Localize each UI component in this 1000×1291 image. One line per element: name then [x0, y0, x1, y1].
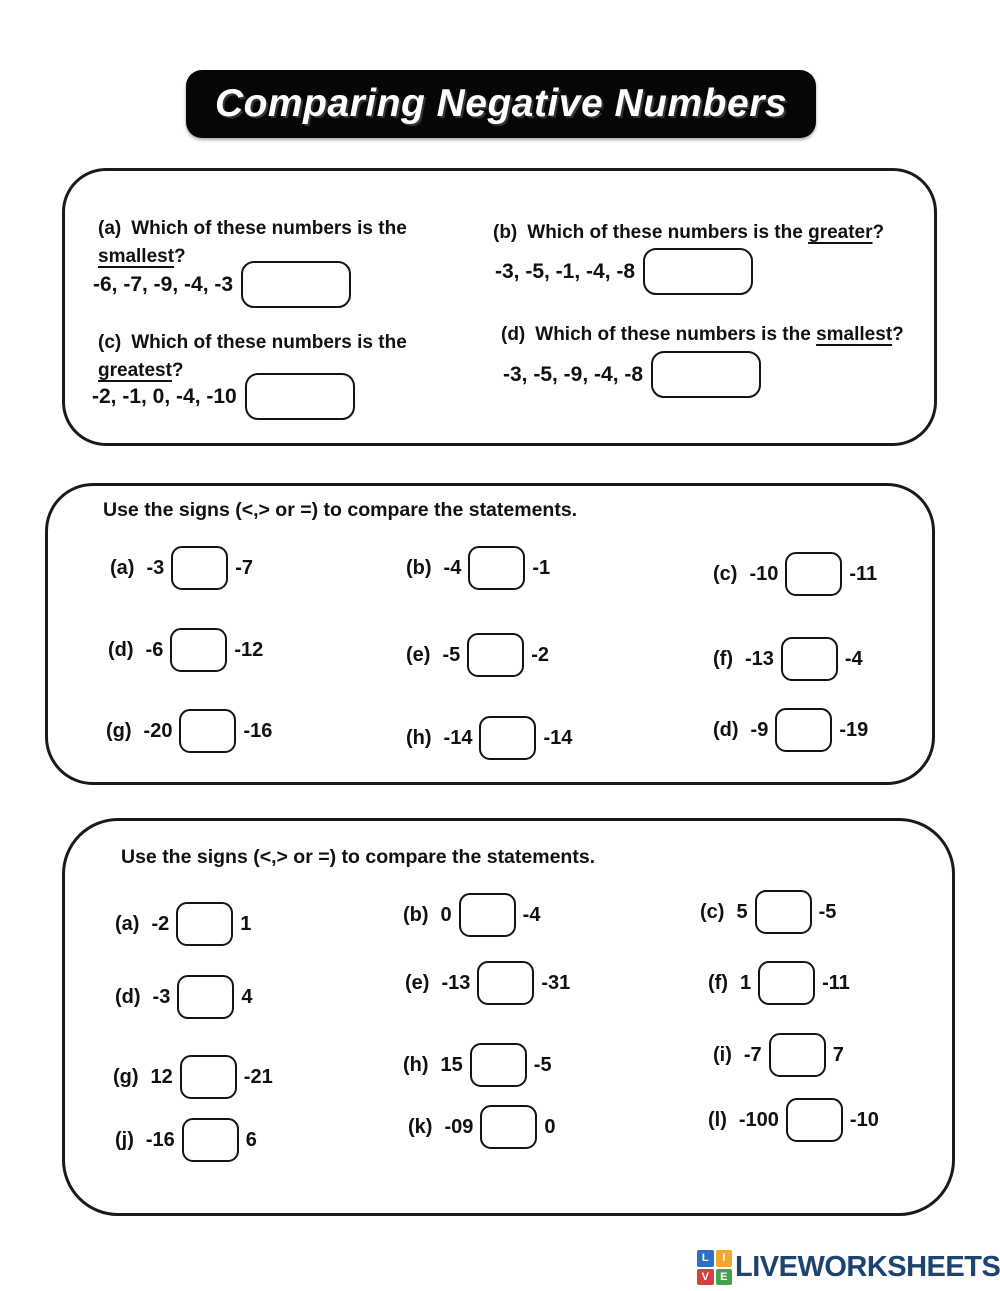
sign-input[interactable]	[786, 1098, 843, 1142]
comparison-item	[406, 546, 550, 590]
item-label: (h)	[403, 1053, 429, 1076]
comparison-item	[110, 546, 253, 590]
comparison-section-1	[45, 483, 935, 785]
item-label: (j)	[115, 1128, 134, 1151]
left-number: -10	[749, 562, 779, 585]
left-number: -20	[143, 719, 173, 742]
right-number: -10	[849, 1108, 879, 1131]
left-number: -7	[743, 1043, 762, 1066]
item-label: (d)	[108, 638, 134, 661]
item-label: (c)	[713, 562, 738, 585]
number-list: -6, -7, -9, -4, -3	[93, 272, 234, 296]
right-number: -16	[243, 719, 273, 742]
comparison-item	[713, 552, 877, 596]
left-number: 15	[440, 1053, 463, 1076]
item-label: (f)	[713, 647, 733, 670]
liveworksheets-icon	[697, 1250, 732, 1285]
right-number: -1	[532, 556, 551, 579]
question-label: (c)	[98, 332, 122, 353]
sign-input[interactable]	[775, 708, 832, 752]
right-number: 7	[832, 1043, 844, 1066]
comparison-item	[408, 1105, 555, 1149]
question-label: (d)	[501, 324, 526, 345]
logo-tile-e: E	[716, 1269, 733, 1286]
left-number: -2	[151, 912, 170, 935]
question-b-numbers-row	[495, 248, 753, 295]
question-keyword: smallest	[816, 324, 893, 345]
sign-input[interactable]	[176, 902, 233, 946]
comparison-item	[106, 709, 272, 753]
left-number: -100	[738, 1108, 779, 1131]
question-keyword: smallest	[98, 245, 175, 267]
comparison-section-2	[62, 818, 955, 1216]
right-number: -4	[522, 903, 541, 926]
answer-input-d[interactable]	[651, 351, 761, 398]
sign-input[interactable]	[171, 546, 228, 590]
number-list: -3, -5, -9, -4, -8	[503, 362, 644, 386]
question-a-numbers-row	[93, 261, 351, 308]
left-number: -5	[442, 643, 461, 666]
item-label: (i)	[713, 1043, 732, 1066]
right-number: -14	[543, 726, 573, 749]
right-number: -5	[818, 900, 837, 923]
logo-tile-i: I	[716, 1250, 733, 1267]
logo-tile-v: V	[697, 1269, 714, 1286]
comparison-item	[713, 1033, 844, 1077]
item-label: (g)	[106, 719, 132, 742]
sign-input[interactable]	[459, 893, 516, 937]
question-prefix: Which of these numbers is the	[131, 332, 407, 353]
left-number: -3	[146, 556, 165, 579]
sign-input[interactable]	[170, 628, 227, 672]
comparison-item	[708, 1098, 879, 1142]
question-suffix: ?	[171, 359, 184, 381]
question-suffix: ?	[872, 222, 885, 243]
question-suffix: ?	[174, 245, 186, 267]
sign-input[interactable]	[180, 1055, 237, 1099]
answer-input-b[interactable]	[643, 248, 753, 295]
item-label: (c)	[700, 900, 725, 923]
item-label: (g)	[113, 1065, 139, 1088]
comparison-item	[403, 893, 540, 937]
sign-input[interactable]	[182, 1118, 239, 1162]
worksheet-title: Comparing Negative Numbers	[214, 82, 788, 125]
sign-input[interactable]	[785, 552, 842, 596]
answer-input-a[interactable]	[241, 261, 351, 308]
comparison-item	[406, 633, 549, 677]
sign-input[interactable]	[755, 890, 812, 934]
comparison-item	[115, 1118, 257, 1162]
left-number: 5	[736, 900, 748, 923]
sign-input[interactable]	[480, 1105, 537, 1149]
item-label: (e)	[405, 971, 430, 994]
sign-input[interactable]	[179, 709, 236, 753]
right-number: -12	[234, 638, 264, 661]
item-label: (d)	[115, 985, 141, 1008]
questions-section	[62, 168, 937, 446]
right-number: -4	[844, 647, 863, 670]
comparison-item	[405, 961, 570, 1005]
left-number: -13	[744, 647, 774, 670]
comparison-item	[700, 890, 836, 934]
sign-input[interactable]	[477, 961, 534, 1005]
comparison-item	[115, 902, 251, 946]
left-number: -13	[441, 971, 471, 994]
sign-input[interactable]	[468, 546, 525, 590]
title-banner	[186, 70, 816, 138]
right-number: 1	[240, 912, 252, 935]
sign-input[interactable]	[769, 1033, 826, 1077]
answer-input-c[interactable]	[245, 373, 355, 420]
item-label: (f)	[708, 971, 728, 994]
comparison-item	[713, 637, 863, 681]
number-list: -2, -1, 0, -4, -10	[92, 384, 237, 408]
question-d-numbers-row	[503, 351, 761, 398]
comparison-item	[115, 975, 252, 1019]
item-label: (a)	[115, 912, 140, 935]
left-number: 0	[440, 903, 452, 926]
number-list: -3, -5, -1, -4, -8	[495, 259, 636, 283]
left-number: 12	[150, 1065, 173, 1088]
item-label: (d)	[713, 718, 739, 741]
sign-input[interactable]	[479, 716, 536, 760]
item-label: (a)	[110, 556, 135, 579]
right-number: 6	[245, 1128, 257, 1151]
left-number: 1	[739, 971, 752, 994]
sign-input[interactable]	[781, 637, 838, 681]
comparison-item	[406, 716, 572, 760]
question-keyword: greater	[808, 222, 873, 243]
left-number: -6	[145, 638, 164, 661]
right-number: -2	[531, 643, 550, 666]
question-prefix: Which of these numbers is the	[535, 324, 811, 345]
item-label: (h)	[406, 726, 432, 749]
left-number: -4	[443, 556, 462, 579]
left-number: -14	[443, 726, 473, 749]
item-label: (l)	[708, 1108, 727, 1131]
item-label: (b)	[403, 903, 429, 926]
comparison-item	[113, 1055, 273, 1099]
right-number: -11	[849, 562, 878, 585]
logo-wordmark: LIVEWORKSHEETS	[735, 1251, 1000, 1283]
question-label: (a)	[98, 218, 122, 239]
comparison-item	[708, 961, 850, 1005]
sign-input[interactable]	[177, 975, 234, 1019]
comparison-item	[713, 708, 868, 752]
right-number: 4	[241, 985, 253, 1008]
right-number: -7	[235, 556, 254, 579]
right-number: -31	[541, 971, 571, 994]
question-label: (b)	[493, 222, 518, 243]
left-number: -16	[145, 1128, 175, 1151]
question-d-text	[501, 321, 904, 349]
item-label: (k)	[408, 1115, 433, 1138]
comparison-item	[108, 628, 263, 672]
question-prefix: Which of these numbers is the	[131, 218, 407, 239]
left-number: -3	[152, 985, 171, 1008]
right-number: 0	[544, 1115, 556, 1138]
left-number: -9	[750, 718, 769, 741]
instruction-text: Use the signs (<,> or =) to compare the statements.	[103, 499, 578, 521]
right-number: -19	[839, 718, 869, 741]
instruction-text: Use the signs (<,> or =) to compare the statements.	[121, 846, 596, 868]
question-keyword: greatest	[98, 359, 172, 381]
question-suffix: ?	[892, 324, 904, 345]
sign-input[interactable]	[758, 961, 815, 1005]
sign-input[interactable]	[470, 1043, 527, 1087]
question-c-numbers-row	[92, 373, 355, 420]
liveworksheets-logo	[697, 1250, 1000, 1285]
left-number: -09	[444, 1115, 474, 1138]
right-number: -11	[822, 971, 850, 994]
question-b-text	[493, 219, 884, 247]
sign-input[interactable]	[467, 633, 524, 677]
right-number: -5	[533, 1053, 552, 1076]
comparison-item	[403, 1043, 552, 1087]
right-number: -21	[243, 1065, 273, 1088]
item-label: (b)	[406, 556, 432, 579]
logo-tile-l: L	[697, 1250, 714, 1267]
item-label: (e)	[406, 643, 431, 666]
question-prefix: Which of these numbers is the	[527, 222, 803, 243]
